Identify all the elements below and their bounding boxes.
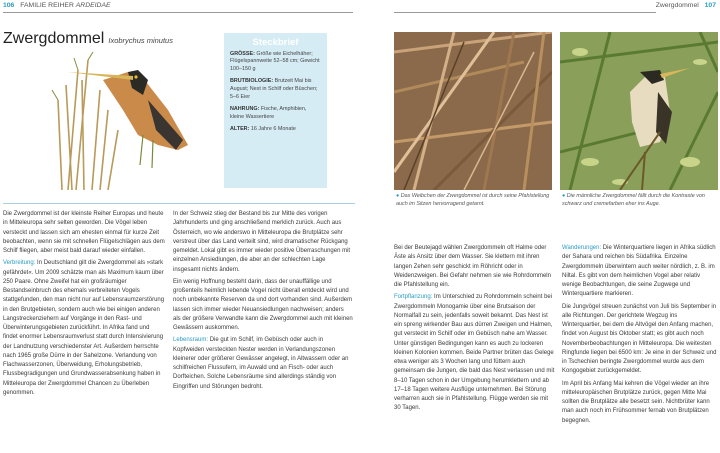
- paragraph: Verbreitung: In Deutschland gilt die Zwergdommel als »stark gefährdet«. Um 2009 schätzte man als Maximum kaum über 250 Paare. Ohne Zweifel hat ein großräumiger Bestandseinbruch des ehemals verbreiteten Vogels stattgefunden, den man nicht nur auf Lebensraumzerstörung in den Brutgebieten, sondern auch wie bei einigen anderen Langstreckenziehern auf Vorgänge in den Rast- und Überwinterungsgebieten zurückführt. In Afrika fand und findet enormer Lebensraumverlust statt durch Intensivierung der Landnutzung verschiedenster Art. Außerdem herrschte nach 1965 große Dürre in der Sahelzone. Verlandung von Flachwasserzonen, Überweidung, Erholungsbetrieb, Flussbegradigungen und Grundwasserabsenkung haben in Mitteleuropa der Zwergdommel Chancen zu Überleben genommen.: [3, 260, 165, 396]
- caption-female: ● Das Weibchen der Zwergdommel ist durch seine Pfahlstellung auch im Sitzen hervorragend getarnt.: [396, 193, 550, 207]
- page-number-left: 106: [3, 2, 15, 9]
- paragraph: Im April bis Anfang Mai kehren die Vögel wieder an ihre mitteleuropäischen Brutplätze zurück, gegen Mitte Mai sollten die Brutplätze alle besetzt sein. Nichtbrüter kann man auch noch im Frühsommer fernab von Brutplätzen begegnen.: [562, 380, 710, 424]
- photo-female-bittern: [394, 32, 552, 190]
- section-rule: [3, 203, 355, 204]
- running-header-italic: ARDEIDAE: [75, 2, 111, 9]
- paragraph: Bei der Beutejagd wählen Zwergdommeln oft Halme oder Äste als Ansitz über dem Wasser. Sie klettern mit ihren langen Zehen sehr geschickt im Röhricht oder in Weidenzweigen. Bei Gefahr nehmen sie wie Rohrdommeln die Pfahlstellung ein.: [394, 245, 551, 288]
- header-rule: [3, 12, 353, 13]
- page-number-right: 107: [704, 2, 716, 9]
- text-column-3: [394, 244, 556, 417]
- running-header-left: [3, 2, 111, 9]
- text-column-4: [562, 244, 717, 429]
- page-title: Zwergdommel: [3, 30, 105, 47]
- paragraph: Wanderungen: Die Winterquartiere liegen in Afrika südlich der Sahara und reichen bis Südafrika. Einzelne Zwergdommeln überwintern auch weiter nördlich, z. B. im Niltal. Es gibt von dem heimlichen Vogel aber relativ wenige Beobachtungen, die seine Zugwege und Winterquartiere markieren.: [562, 245, 716, 298]
- text-column-2: [173, 210, 353, 395]
- running-header-text: FAMILIE REIHER: [20, 2, 74, 9]
- right-page: [360, 0, 720, 453]
- species-title: [3, 30, 173, 48]
- paragraph: In der Schweiz stieg der Bestand bis zur Mitte des vorigen Jahrhunderts und ging anschließend merklich zurück. Auch aus Österreich, wo wie anderswo in Mitteleuropa die Brutplätze sehr verstreut über das Land verteilt sind, wird dramatischer Rückgang gemeldet. Lokal gibt es immer wieder positive Überraschungen mit einzelnen Ansiedlungen, die aber an der schlechten Lage insgesamt nichts ändern.: [173, 211, 351, 273]
- latin-name: Ixobrychus minutus: [108, 36, 173, 45]
- running-header-text: Zwergdommel: [655, 2, 699, 9]
- paragraph: Lebensraum: Die gut im Schilf, im Gebüsch oder auch in Kopfweiden versteckten Nester werden in Verlandungszonen kleinerer oder größerer Gewässer angelegt, in Altwassern oder an schilfreichen Flussufern, im Auwald und an Fisch- oder auch Dorfteichen. Solche Lebensräume sind allerdings ständig von Eingriffen und Störungen bedroht.: [173, 337, 349, 390]
- running-header-right: [656, 2, 716, 9]
- steckbrief-groesse: GRÖSSE: Größe wie Eichelhäher; Flügelspannweite 52–58 cm; Gewicht 100–150 g: [230, 50, 320, 72]
- steckbrief-brut: BRUTBIOLOGIE: Brutzeit Mai bis August; Nest in Schilf oder Büschen; 5–6 Eier: [230, 78, 318, 100]
- steckbrief-heading: Steckbrief: [252, 37, 299, 48]
- steckbrief-alter: ALTER: 16 Jahre 6 Monate: [230, 126, 296, 133]
- text-column-1: [3, 210, 165, 401]
- steckbrief-nahrung: NAHRUNG: Fische, Amphibien, kleine Wassertiere: [230, 106, 307, 120]
- photo-male-bittern: [560, 32, 718, 190]
- paragraph: Die Jungvögel streuen zunächst von Juli bis September in alle Richtungen. Der gerichtete Wegzug ins Winterquartier, bei dem die Altvögel den Anfang machen, findet von August bis Oktober statt; es gibt auch noch Novemberbeobachtungen in Mitteleuropa. Die weitesten Ringfunde liegen bei 6500 km: Je eine in der Schweiz und in Tschechien beringte Zwergdommel wurde aus dem Kongogebiet zurückgemeldet.: [562, 303, 717, 375]
- paragraph: Fortpflanzung: Im Unterschied zu Rohrdommeln scheint bei Zwergdommeln Monogamie über eine Brutsaison der Normalfall zu sein, jedenfalls soweit bekannt. Das Nest ist ein spreng wirkender Bau aus dürren Zweigen und Halmen, gut versteckt im Schilf oder im Gebüsch nahe am Wasser. Unter günstigen Bedingungen kann es auch zu lockeren kleinen Kolonien kommen. Beide Partner brüten das Gelege etwa weniger als 3 Wochen lang und füttern auch gemeinsam die Jungen, die bald das Nest verlassen und mit 8–10 Tagen schon in der Umgebung herumklettern und ab 17–18 Tagen weitere Ausflüge unternehmen. Bei Störung verharren auch sie in Pfahlstellung. Flügge werden sie mit 30 Tagen.: [394, 294, 555, 412]
- header-rule: [394, 12, 656, 13]
- paragraph: Ein wenig Hoffnung besteht darin, dass der unauffällige und großenteils heimlich lebende Vogel nicht überall entdeckt wird und noch unbekannte Reserven da und dort vorhanden sind. Außerdem lassen sich immer wieder Neuansiedlungen nachweisen; anders als der größere Verwandte kann die Zwergdommel auch mit kleinen Gewässern auskommen.: [173, 278, 353, 331]
- steckbrief-box: [224, 33, 327, 188]
- bittern-illustration: [48, 50, 198, 190]
- caption-male: ● Die männliche Zwergdommel fällt durch die Kontraste von schwarz und cremefarben eher ins Auge.: [562, 193, 705, 207]
- paragraph: Die Zwergdommel ist der kleinste Reiher Europas und heute in Mitteleuropa sehr selten geworden. Die Vögel leben versteckt und lassen sich am ehesten einmal für kurze Zeit beobachten, wenn sie mit schnellen Flügelschlägen aus dem Schilf fliegen, aber meist bald darauf wieder einfallen.: [3, 211, 165, 254]
